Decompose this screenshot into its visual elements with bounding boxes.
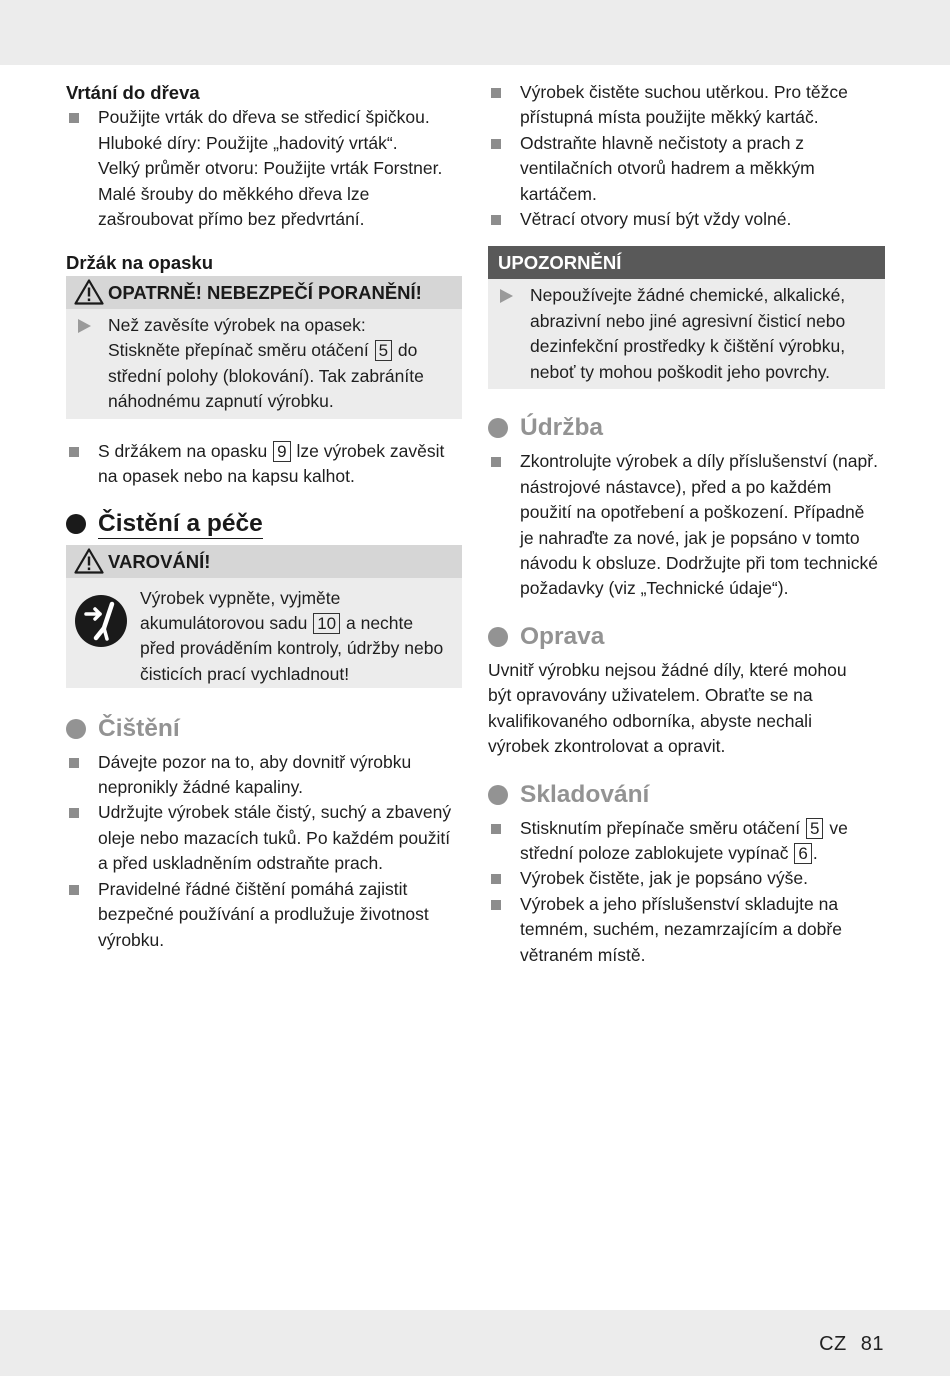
left-column xyxy=(66,80,462,953)
list-item xyxy=(488,80,885,131)
text-line: Výrobek čistěte suchou utěrkou. Pro těžce xyxy=(520,82,848,102)
header-band xyxy=(0,0,950,65)
list-item xyxy=(66,800,462,876)
subheading-drilling-wood: Vrtání do dřeva xyxy=(66,82,200,103)
list-item xyxy=(488,892,885,968)
language-code: CZ xyxy=(819,1333,847,1355)
reference-number: 5 xyxy=(806,818,823,839)
list-item xyxy=(66,439,462,490)
text-line: Hluboké díry: Použijte „hadovitý vrták“. xyxy=(98,132,398,153)
text-line: před prováděním kontroly, údržby nebo xyxy=(140,638,444,659)
section-title-cleaning-care xyxy=(66,510,462,539)
right-column xyxy=(488,80,885,968)
warning-text xyxy=(140,586,443,688)
text-line xyxy=(108,338,452,363)
text-line: ventilačních otvorů hadrem a měkkým xyxy=(520,158,815,179)
text-line: Použijte vrták do dřeva se středicí špičkou. xyxy=(98,107,430,128)
warning-box xyxy=(66,545,462,688)
text-line: kartáčem. xyxy=(520,183,597,204)
text-span: . xyxy=(812,842,818,863)
drilling-wood-list xyxy=(66,105,462,232)
text-line: náhodnému zapnutí výrobku. xyxy=(108,391,334,412)
text-line: nástrojové nástavce), před a po každém xyxy=(520,476,832,497)
text-line xyxy=(520,841,885,866)
list-item xyxy=(488,207,885,232)
list-item xyxy=(66,877,462,953)
text-line: střední polohy (blokování). Tak zabráníte xyxy=(108,365,424,386)
text-line: větraném místě. xyxy=(520,944,646,965)
text-line: čisticích prací vychladnout! xyxy=(140,663,350,684)
text-span: S držákem na opasku xyxy=(98,440,268,461)
caution-header xyxy=(66,276,462,309)
text-line: Udržujte výrobek stále čistý, suchý a zbavený xyxy=(98,802,452,823)
text-line: Větrací otvory musí být vždy volné. xyxy=(520,209,792,230)
text-span: akumulátorovou sadu xyxy=(140,613,308,634)
section-title-text: Čistění a péče xyxy=(98,509,263,537)
warning-triangle-icon xyxy=(74,548,104,574)
text-line: Výrobek čistěte, jak je popsáno výše. xyxy=(520,868,808,889)
text-line: požadavky (viz „Technické údaje“). xyxy=(520,578,789,599)
section-title-text: Oprava xyxy=(520,622,605,650)
text-span: střední poloze zablokujete vypínač xyxy=(520,842,789,863)
text-line: Nepoužívejte žádné chemické, alkalické, xyxy=(530,285,846,306)
section-title-text: Údržba xyxy=(520,414,604,442)
text-line xyxy=(98,439,462,464)
caution-body xyxy=(66,309,462,417)
text-line: bezpečné používání a prodlužuje životnost xyxy=(98,904,429,925)
notice-list xyxy=(488,283,875,385)
text-span: Stisknutím přepínače směru otáčení xyxy=(520,817,801,838)
subheading-belt-holder: Držák na opasku xyxy=(66,252,214,274)
text-line: přístupná místa použijte měkký kartáč. xyxy=(520,107,819,128)
caution-box xyxy=(66,276,462,419)
cleaning-list xyxy=(66,750,462,953)
repair-paragraph xyxy=(488,658,885,760)
notice-title: UPOZORNĚNÍ xyxy=(498,252,622,274)
bullet-dot-icon xyxy=(66,719,86,739)
remove-battery-icon xyxy=(74,594,128,648)
section-title-storage xyxy=(488,780,885,810)
text-line: abrazivní nebo jiné agresivní čisticí nebo xyxy=(530,310,846,331)
warning-triangle-icon xyxy=(74,279,104,305)
section-title-repair xyxy=(488,622,885,652)
page-number-value: 81 xyxy=(860,1333,884,1355)
list-item xyxy=(488,131,885,207)
text-line: Výrobek a jeho příslušenství skladujte na xyxy=(520,893,839,914)
warning-title: VAROVÁNÍ! xyxy=(108,550,211,572)
footer-band xyxy=(0,1310,950,1376)
notice-body xyxy=(488,279,885,387)
text-line: nepronikly žádné kapaliny. xyxy=(98,777,303,798)
warning-body xyxy=(66,578,462,688)
text-line: zašroubovat přímo bez předvrtání. xyxy=(98,209,365,230)
text-line: temném, suchém, nezamrzajícím a dobře xyxy=(520,919,842,940)
text-line: Zkontrolujte výrobek a díly příslušenství (např. xyxy=(520,451,878,472)
bullet-dot-icon xyxy=(488,418,508,438)
bullet-dot-icon xyxy=(488,627,508,647)
text-span: a nechte xyxy=(346,613,414,634)
text-line: výrobek zkontrolovat a opravit. xyxy=(488,736,726,757)
list-item xyxy=(488,816,885,867)
text-line: na opasek nebo na kapsu kalhot. xyxy=(98,466,355,487)
text-line xyxy=(140,611,443,636)
text-span: Stiskněte přepínač směru otáčení xyxy=(108,340,369,361)
text-line: dezinfekční prostředky k čištění výrobku, xyxy=(530,336,846,357)
text-line: neboť ty mohou poškodit jeho povrchy. xyxy=(530,361,831,382)
text-line: a před uskladněním odstraňte prach. xyxy=(98,853,384,874)
cleaning-list-continued xyxy=(488,80,885,232)
notice-header xyxy=(488,246,885,279)
text-line: výrobku. xyxy=(98,929,165,950)
section-title-maintenance xyxy=(488,413,885,443)
text-line: Dávejte pozor na to, aby dovnitř výrobku xyxy=(98,751,412,772)
section-title-cleaning xyxy=(66,714,462,744)
text-span: do xyxy=(397,340,418,361)
list-item xyxy=(488,866,885,891)
storage-list xyxy=(488,816,885,968)
text-span: ve xyxy=(829,817,848,838)
notice-box xyxy=(488,246,885,389)
text-line: Než zavěsíte výrobek na opasek: xyxy=(108,314,366,335)
reference-number: 6 xyxy=(794,843,811,864)
list-item xyxy=(66,105,462,232)
text-line: Odstraňte hlavně nečistoty a prach z xyxy=(520,132,805,153)
section-title-text: Skladování xyxy=(520,780,650,808)
caution-list xyxy=(66,313,452,415)
text-line: kvalifikovaného odborníka, abyste nechali xyxy=(488,710,812,731)
text-line: Pravidelné řádné čištění pomáhá zajistit xyxy=(98,878,408,899)
text-line: Velký průměr otvoru: Použijte vrták Forstner. xyxy=(98,158,443,179)
maintenance-list xyxy=(488,449,885,601)
reference-number: 9 xyxy=(273,441,290,462)
list-item xyxy=(66,750,462,801)
text-line: použití na opotřebení a poškození. Případně xyxy=(520,502,865,523)
caution-title: OPATRNĚ! NEBEZPEČÍ PORANĚNÍ! xyxy=(108,281,422,303)
bullet-dot-icon xyxy=(66,514,86,534)
text-line: je nahraďte za nové, jak je popsáno v tomto xyxy=(520,527,860,548)
text-line: Malé šrouby do měkkého dřeva lze xyxy=(98,183,370,204)
text-line: oleje nebo mazacích tuků. Po každém použití xyxy=(98,827,451,848)
list-item xyxy=(488,283,875,385)
text-line: Výrobek vypněte, vyjměte xyxy=(140,587,341,608)
list-item xyxy=(488,449,885,601)
belt-holder-list xyxy=(66,439,462,490)
list-item xyxy=(66,313,452,415)
text-line xyxy=(520,816,885,841)
reference-number: 10 xyxy=(313,613,340,634)
page-number xyxy=(819,1332,884,1356)
warning-header xyxy=(66,545,462,578)
text-span: lze výrobek zavěsit xyxy=(296,440,445,461)
text-line: návodu k obsluze. Dodržujte při tom technické xyxy=(520,553,878,574)
text-line: Uvnitř výrobku nejsou žádné díly, které mohou xyxy=(488,659,847,680)
text-line: být opravovány uživatelem. Obraťte se na xyxy=(488,685,813,706)
reference-number: 5 xyxy=(375,340,392,361)
section-title-text: Čištění xyxy=(98,714,180,742)
bullet-dot-icon xyxy=(488,785,508,805)
